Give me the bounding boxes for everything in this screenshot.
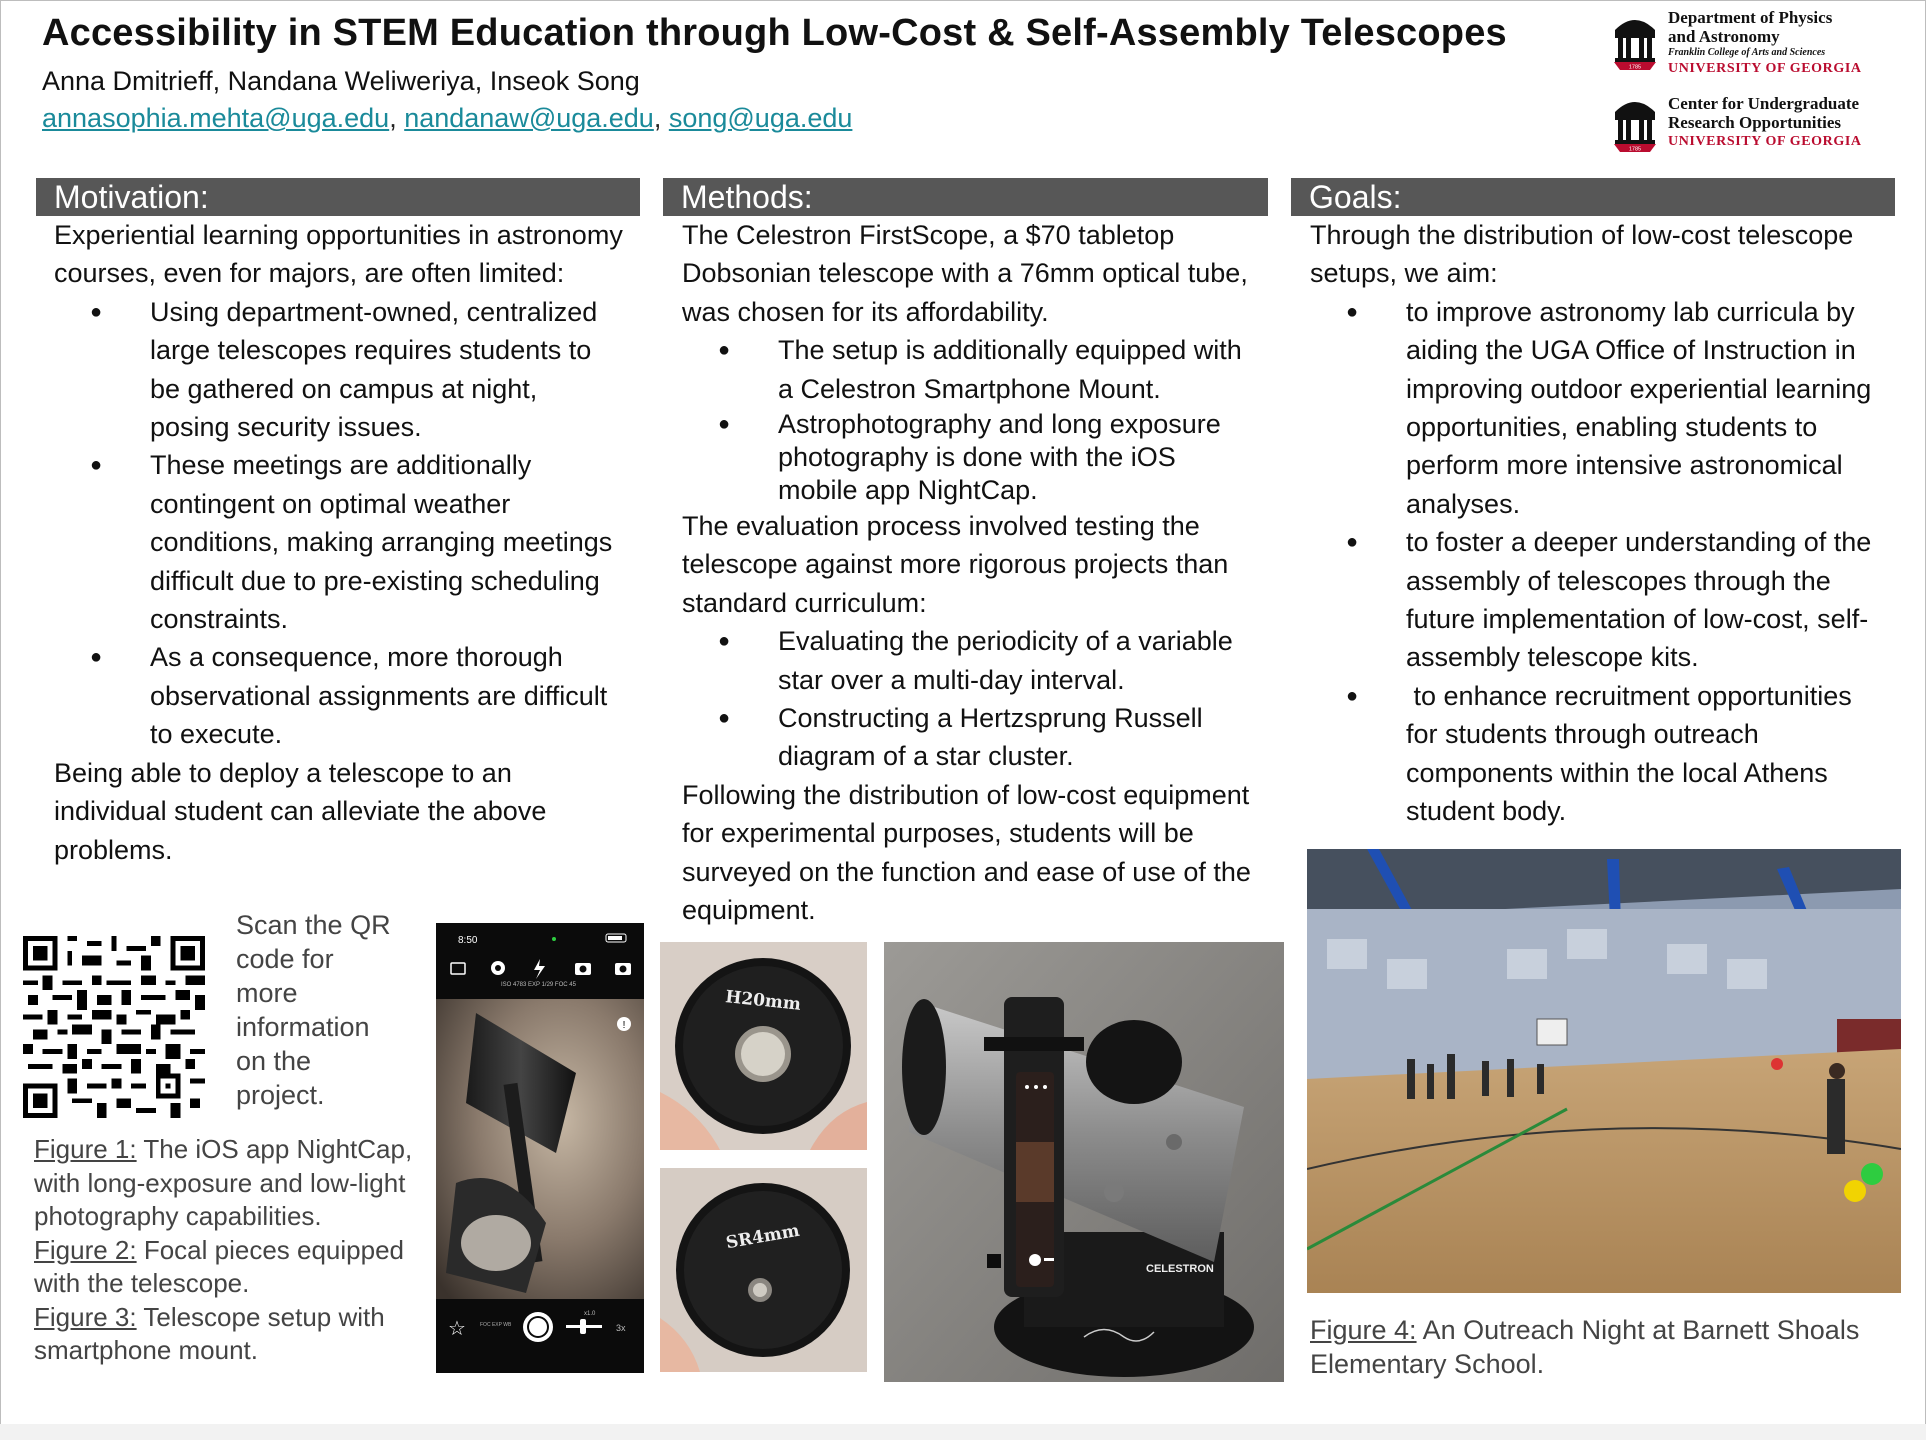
figure-3-text: Telescope setup with smartphone mount. <box>34 1301 385 1365</box>
eyepiece-h20mm-photo <box>660 942 867 1150</box>
outreach-night-photo <box>1307 849 1901 1293</box>
nightcap-app-screenshot <box>436 923 644 1373</box>
methods-section <box>682 216 1258 930</box>
poster-title: Accessibility in STEM Education through Low-Cost & Self-Assembly Telescopes <box>42 12 1507 54</box>
author-emails <box>42 103 852 134</box>
bullet-item: ● These meetings are additionally contingent on optimal weather conditions, making arranging meetings difficult due to pre-existing scheduling constraints. <box>54 446 624 638</box>
motivation-bullets <box>54 293 624 754</box>
eyepiece-sr4mm-photo <box>660 1168 867 1372</box>
motivation-closing: Being able to deploy a telescope to an individual student can alleviate the above problems. <box>54 757 547 865</box>
goals-intro: Through the distribution of low-cost telescope setups, we aim: <box>1310 220 1854 289</box>
eyepiece-sr4mm-image <box>660 1168 867 1372</box>
figure-2-label: Figure 2: <box>34 1234 137 1265</box>
logo-line: Department of Physics <box>1668 8 1833 27</box>
logo-line: Research Opportunities <box>1668 113 1841 132</box>
email-separator: , <box>389 103 405 133</box>
bullet-item: ● The setup is additionally equipped with a Celestron Smartphone Mount. <box>682 331 1258 408</box>
figure-4-caption <box>1310 1314 1870 1381</box>
poster-authors: Anna Dmitrieff, Nandana Weliweriya, Inseok Song <box>42 66 640 96</box>
figure-4-label: Figure 4: <box>1310 1315 1417 1345</box>
email-link-3[interactable]: song@uga.edu <box>668 103 853 133</box>
methods-heading: Methods: <box>663 178 1268 216</box>
eyepiece-label: SR4mm <box>724 1220 802 1254</box>
methods-closing: Following the distribution of low-cost equipment for experimental purposes, students will be surveyed on the function and ease of use of the equipment. <box>682 779 1251 926</box>
bullet-item: ● Using department-owned, centralized large telescopes requires students to be gathered on campus at night, posing security issues. <box>54 293 624 447</box>
goals-section <box>1310 216 1890 831</box>
bottom-strip <box>0 1424 1926 1440</box>
motivation-section <box>54 216 624 869</box>
email-separator: , <box>653 103 669 133</box>
figure-2-text: Focal pieces equipped with the telescope. <box>34 1234 405 1298</box>
logo-university: UNIVERSITY OF GEORGIA <box>1668 61 1862 76</box>
bullet-item: ● to foster a deeper understanding of the assembly of telescopes through the future implementation of low-cost, self-assembly telescope kits. <box>1310 523 1890 677</box>
bullet-item: ● to enhance recruitment opportunities for students through outreach components within the local Athens student body. <box>1310 677 1890 831</box>
logo-year: 1785 <box>1628 146 1642 152</box>
methods-intro: The Celestron FirstScope, a $70 tabletop Dobsonian telescope with a 76mm optical tube, was chosen for its affordability. <box>682 220 1248 327</box>
methods-evaluation: The evaluation process involved testing the telescope against more rigorous projects than standard curriculum: <box>682 511 1229 618</box>
svg-text:!: ! <box>622 1020 626 1031</box>
physics-department-logo <box>1608 8 1908 76</box>
figure-3-label: Figure 3: <box>34 1301 137 1332</box>
phone-zoom-3x: 3x <box>616 1323 626 1333</box>
logo-year: 1785 <box>1628 64 1642 70</box>
telescope-setup-photo <box>884 942 1284 1382</box>
bullet-item: ● to improve astronomy lab curricula by aiding the UGA Office of Instruction in improving outdoor experiential learning opportunities, enabling students to perform more intensive astronomical analyses. <box>1310 293 1890 523</box>
logo-university: UNIVERSITY OF GEORGIA <box>1668 134 1862 149</box>
figure-1-text: The iOS app NightCap, with long-exposure and low-light photography capabilities. <box>34 1134 413 1231</box>
eyepiece-h20mm-image <box>660 942 867 1150</box>
email-link-2[interactable]: nandanaw@uga.edu <box>404 103 654 133</box>
phone-exposure-info: ISO 4783 EXP 1/29 FOC 45 <box>501 982 576 988</box>
phone-mode-labels: FOC EXP WB <box>480 1322 512 1328</box>
methods-bullets-2 <box>682 622 1258 776</box>
goals-bullets <box>1310 293 1890 831</box>
uga-arch-icon <box>1612 92 1658 152</box>
email-link-1[interactable]: annasophia.mehta@uga.edu <box>42 103 390 133</box>
methods-bullets-1 <box>682 331 1258 507</box>
phone-time: 8:50 <box>458 935 478 946</box>
svg-text:☆: ☆ <box>448 1316 466 1340</box>
figure-1-label: Figure 1: <box>34 1134 137 1164</box>
curo-logo <box>1608 90 1908 154</box>
bullet-item: ● Evaluating the periodicity of a variable star over a multi-day interval. <box>682 622 1258 699</box>
goals-heading: Goals: <box>1291 178 1895 216</box>
eyepiece-label: H20mm <box>724 987 802 1015</box>
bullet-item: ● Astrophotography and long exposure photography is done with the iOS mobile app NightCap. <box>682 408 1258 507</box>
bullet-item: ● Constructing a Hertzsprung Russell diagram of a star cluster. <box>682 699 1258 776</box>
figure-4-text: An Outreach Night at Barnett Shoals Elementary School. <box>1310 1315 1860 1379</box>
logo-line: Franklin College of Arts and Sciences <box>1668 47 1826 58</box>
outreach-night-image <box>1307 849 1901 1293</box>
telescope-setup-image <box>884 942 1284 1382</box>
logo-line: Center for Undergraduate <box>1668 94 1860 113</box>
bullet-item: ● As a consequence, more thorough observational assignments are difficult to execute. <box>54 638 624 753</box>
logo-line: and Astronomy <box>1668 27 1780 46</box>
uga-arch-icon <box>1612 10 1658 70</box>
motivation-intro: Experiential learning opportunities in astronomy courses, even for majors, are often limited: <box>54 220 623 289</box>
nightcap-app-image <box>436 923 644 1373</box>
figure-captions <box>34 1133 414 1368</box>
qr-description: Scan the QR code for more information on the project. <box>236 910 391 1110</box>
qr-code[interactable] <box>22 936 206 1118</box>
telescope-brand: CELESTRON <box>1146 1263 1214 1275</box>
phone-zoom-level: x1.0 <box>584 1311 596 1317</box>
motivation-heading: Motivation: <box>36 178 640 216</box>
